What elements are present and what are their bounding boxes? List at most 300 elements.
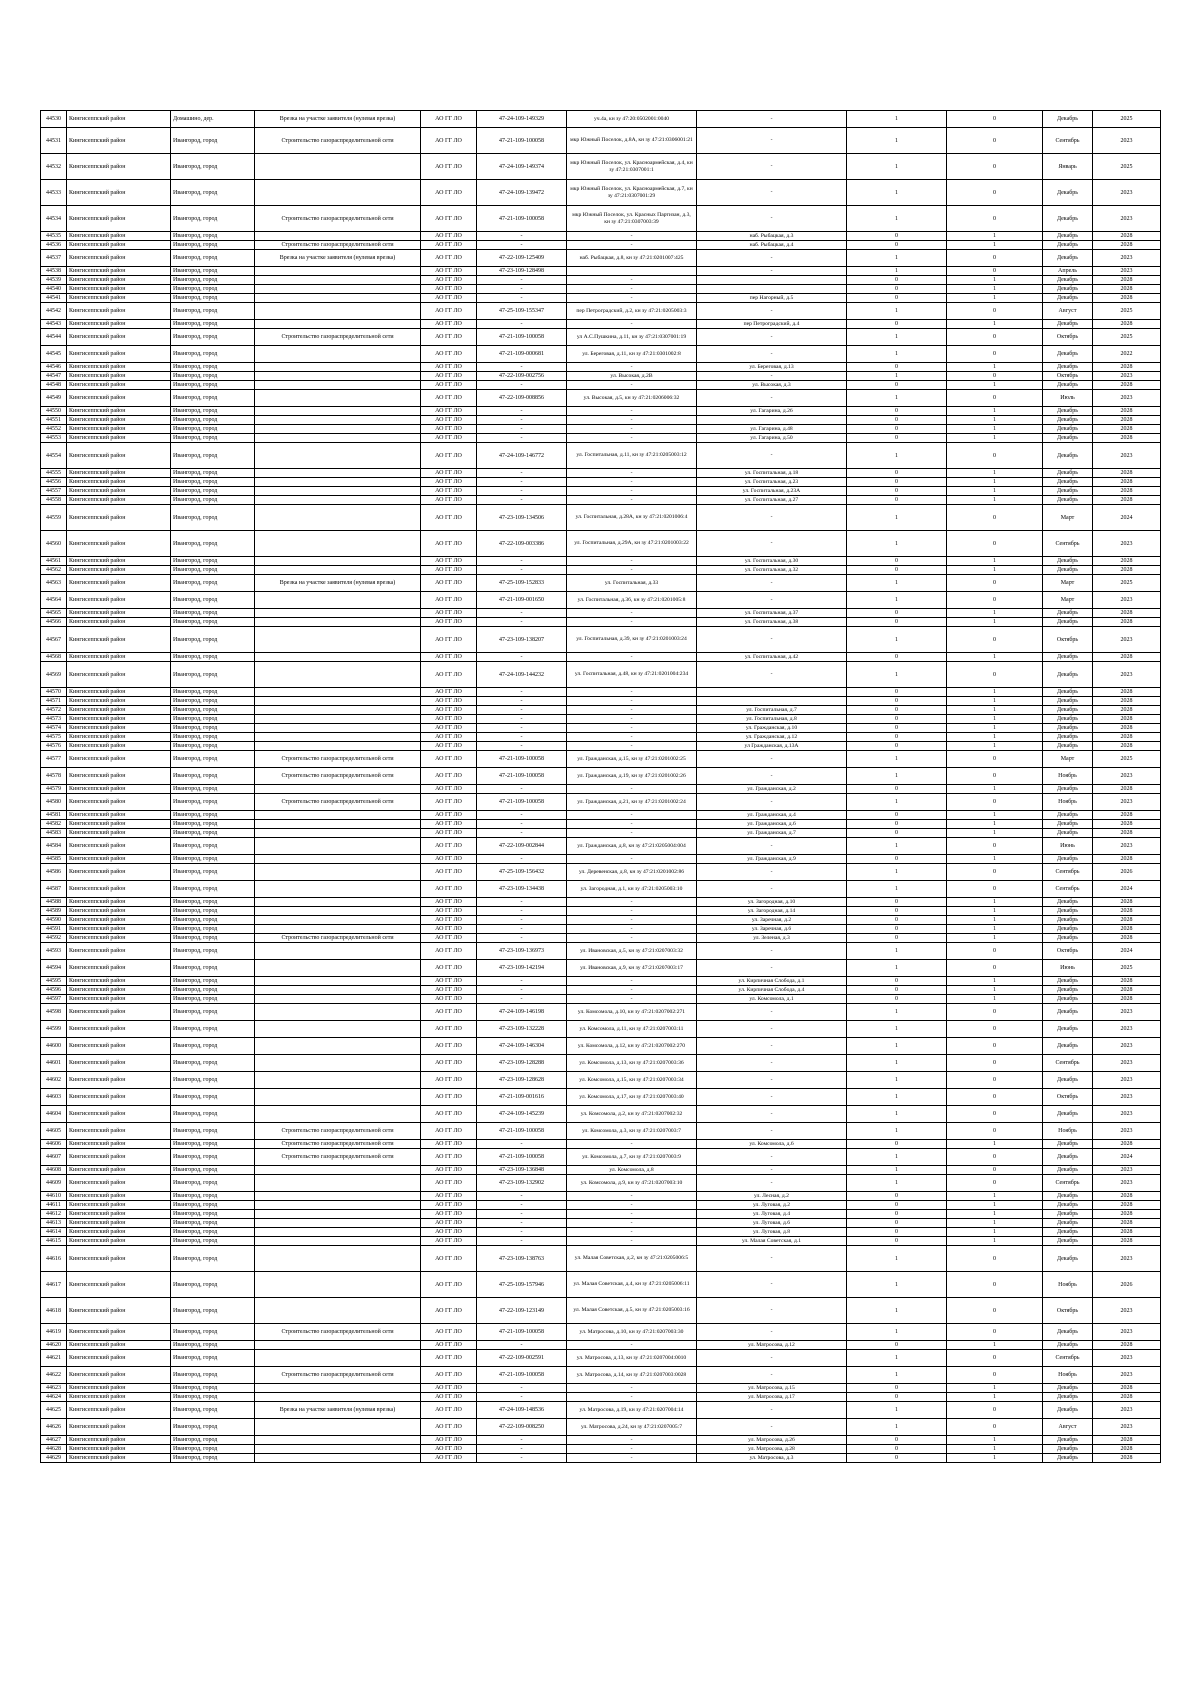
work-type-cell (255, 180, 421, 206)
district-cell: Кингисеппский район (67, 416, 171, 425)
street-address-cell: - (697, 662, 847, 688)
count-b-cell: 0 (947, 794, 1043, 811)
application-code-cell: - (477, 1237, 567, 1246)
street-address-cell: ул Гражданская, д.13А (697, 742, 847, 751)
district-cell: Кингисеппский район (67, 785, 171, 794)
row-number: 44536 (41, 241, 67, 250)
row-number: 44553 (41, 434, 67, 443)
street-address-cell: - (697, 1055, 847, 1072)
street-address-cell: ул. Заречная, д.6 (697, 925, 847, 934)
table-row (41, 1324, 1161, 1341)
locality-cell: Ивангород, город (171, 925, 255, 934)
application-code-cell: - (477, 1436, 567, 1445)
organization-cell: АО ГГ ЛО (421, 1454, 477, 1463)
table-row (41, 1436, 1161, 1445)
row-number: 44576 (41, 742, 67, 751)
row-number: 44550 (41, 407, 67, 416)
organization-cell: АО ГГ ЛО (421, 1166, 477, 1175)
count-a-cell: 1 (847, 864, 947, 881)
cadastral-address-cell: ул. Госпитальная, д.48, кн зу 47:21:0201004:234 (567, 662, 697, 688)
year-cell: 2025 (1093, 960, 1161, 977)
district-cell: Кингисеппский район (67, 706, 171, 715)
cadastral-address-cell: ул. Госпитальная, д.33 (567, 575, 697, 592)
count-a-cell: 1 (847, 1072, 947, 1089)
table-row (41, 925, 1161, 934)
count-b-cell: 1 (947, 294, 1043, 303)
organization-cell: АО ГГ ЛО (421, 995, 477, 1004)
work-type-cell (255, 1175, 421, 1192)
district-cell: Кингисеппский район (67, 934, 171, 943)
count-b-cell: 1 (947, 557, 1043, 566)
street-address-cell: ул. Загородная, д.10 (697, 898, 847, 907)
year-cell: 2028 (1093, 907, 1161, 916)
locality-cell: Ивангород, город (171, 241, 255, 250)
organization-cell: АО ГГ ЛО (421, 469, 477, 478)
locality-cell: Ивангород, город (171, 320, 255, 329)
locality-cell: Ивангород, город (171, 267, 255, 276)
application-code-cell: - (477, 294, 567, 303)
count-b-cell: 1 (947, 285, 1043, 294)
month-cell: Декабрь (1043, 1341, 1093, 1350)
row-number: 44577 (41, 751, 67, 768)
district-cell: Кингисеппский район (67, 381, 171, 390)
row-number: 44541 (41, 294, 67, 303)
row-number: 44568 (41, 653, 67, 662)
table-row (41, 960, 1161, 977)
application-code-cell: - (477, 995, 567, 1004)
cadastral-address-cell: - (567, 294, 697, 303)
street-address-cell: ул. Гагарина, д.26 (697, 407, 847, 416)
locality-cell: Ивангород, город (171, 372, 255, 381)
cadastral-address-cell: - (567, 1393, 697, 1402)
locality-cell: Ивангород, город (171, 1384, 255, 1393)
table-row (41, 1038, 1161, 1055)
street-address-cell: - (697, 206, 847, 232)
count-a-cell: 0 (847, 407, 947, 416)
row-number: 44605 (41, 1123, 67, 1140)
year-cell: 2025 (1093, 154, 1161, 180)
row-number: 44621 (41, 1350, 67, 1367)
count-a-cell: 1 (847, 1246, 947, 1272)
count-b-cell: 0 (947, 1175, 1043, 1192)
street-address-cell: - (697, 1175, 847, 1192)
year-cell: 2028 (1093, 706, 1161, 715)
application-code-cell: - (477, 855, 567, 864)
count-a-cell: 0 (847, 276, 947, 285)
district-cell: Кингисеппский район (67, 487, 171, 496)
month-cell: Декабрь (1043, 1038, 1093, 1055)
row-number: 44589 (41, 907, 67, 916)
count-b-cell: 0 (947, 751, 1043, 768)
work-type-cell (255, 443, 421, 469)
year-cell: 2023 (1093, 1367, 1161, 1384)
table-row (41, 697, 1161, 706)
application-code-cell: 47-22-109-002591 (477, 1350, 567, 1367)
application-code-cell: 47-24-109-149329 (477, 111, 567, 128)
work-type-cell: Врезка на участке заявителя (нулевая врезка) (255, 1402, 421, 1419)
organization-cell: АО ГГ ЛО (421, 1004, 477, 1021)
cadastral-address-cell: - (567, 1237, 697, 1246)
organization-cell: АО ГГ ЛО (421, 925, 477, 934)
count-a-cell: 1 (847, 575, 947, 592)
count-b-cell: 1 (947, 986, 1043, 995)
count-b-cell: 1 (947, 706, 1043, 715)
district-cell: Кингисеппский район (67, 1298, 171, 1324)
table-row (41, 1210, 1161, 1219)
month-cell: Декабрь (1043, 829, 1093, 838)
count-b-cell: 1 (947, 715, 1043, 724)
table-row (41, 285, 1161, 294)
district-cell: Кингисеппский район (67, 768, 171, 785)
count-a-cell: 1 (847, 881, 947, 898)
locality-cell: Ивангород, город (171, 794, 255, 811)
work-type-cell: Строительство газораспределительной сети (255, 329, 421, 346)
cadastral-address-cell: ул. Комсомола, д.15, кн зу 47:21:0207003:34 (567, 1072, 697, 1089)
district-cell: Кингисеппский район (67, 592, 171, 609)
organization-cell: АО ГГ ЛО (421, 855, 477, 864)
cadastral-address-cell: - (567, 1454, 697, 1463)
row-number: 44628 (41, 1445, 67, 1454)
row-number: 44567 (41, 627, 67, 653)
month-cell: Декабрь (1043, 697, 1093, 706)
year-cell: 2024 (1093, 943, 1161, 960)
organization-cell: АО ГГ ЛО (421, 934, 477, 943)
organization-cell: АО ГГ ЛО (421, 575, 477, 592)
district-cell: Кингисеппский район (67, 1072, 171, 1089)
count-b-cell: 0 (947, 1324, 1043, 1341)
application-code-cell: - (477, 916, 567, 925)
month-cell: Декабрь (1043, 1393, 1093, 1402)
year-cell: 2028 (1093, 285, 1161, 294)
year-cell: 2028 (1093, 1210, 1161, 1219)
count-a-cell: 0 (847, 1341, 947, 1350)
locality-cell: Ивангород, город (171, 1419, 255, 1436)
table-row (41, 111, 1161, 128)
street-address-cell: - (697, 1123, 847, 1140)
district-cell: Кингисеппский район (67, 1419, 171, 1436)
month-cell: Декабрь (1043, 1106, 1093, 1123)
month-cell: Декабрь (1043, 1201, 1093, 1210)
street-address-cell: - (697, 443, 847, 469)
application-code-cell: 47-25-109-155347 (477, 303, 567, 320)
month-cell: Август (1043, 303, 1093, 320)
locality-cell: Ивангород, город (171, 1436, 255, 1445)
count-b-cell: 1 (947, 1219, 1043, 1228)
row-number: 44587 (41, 881, 67, 898)
year-cell: 2023 (1093, 768, 1161, 785)
count-a-cell: 0 (847, 1454, 947, 1463)
cadastral-address-cell: ул. Ивановская, д.5, кн зу 47:21:0207003:32 (567, 943, 697, 960)
district-cell: Кингисеппский район (67, 794, 171, 811)
row-number: 44551 (41, 416, 67, 425)
cadastral-address-cell: ул. Загородная, д.1, кн зу 47:21:0205003:10 (567, 881, 697, 898)
locality-cell: Ивангород, город (171, 303, 255, 320)
district-cell: Кингисеппский район (67, 1149, 171, 1166)
year-cell: 2028 (1093, 820, 1161, 829)
count-a-cell: 1 (847, 1350, 947, 1367)
application-code-cell: 47-23-109-138207 (477, 627, 567, 653)
street-address-cell: - (697, 505, 847, 531)
district-cell: Кингисеппский район (67, 864, 171, 881)
count-b-cell: 1 (947, 1237, 1043, 1246)
work-type-cell: Строительство газораспределительной сети (255, 751, 421, 768)
street-address-cell: ул. Комсомола, д.1 (697, 995, 847, 1004)
organization-cell: АО ГГ ЛО (421, 986, 477, 995)
street-address-cell: ул. Гагарина, д.48 (697, 425, 847, 434)
row-number: 44571 (41, 697, 67, 706)
application-code-cell: - (477, 1384, 567, 1393)
count-a-cell: 0 (847, 855, 947, 864)
count-b-cell: 1 (947, 232, 1043, 241)
month-cell: Апрель (1043, 267, 1093, 276)
locality-cell: Ивангород, город (171, 1021, 255, 1038)
organization-cell: АО ГГ ЛО (421, 496, 477, 505)
count-a-cell: 1 (847, 1089, 947, 1106)
cadastral-address-cell: ул. Матросова, д.13, кн зу 47:21:0207004:0010 (567, 1350, 697, 1367)
count-a-cell: 1 (847, 154, 947, 180)
district-cell: Кингисеппский район (67, 566, 171, 575)
district-cell: Кингисеппский район (67, 960, 171, 977)
cadastral-address-cell: - (567, 320, 697, 329)
organization-cell: АО ГГ ЛО (421, 609, 477, 618)
work-type-cell (255, 1055, 421, 1072)
work-type-cell (255, 986, 421, 995)
locality-cell: Ивангород, город (171, 943, 255, 960)
month-cell: Декабрь (1043, 566, 1093, 575)
count-a-cell: 1 (847, 1004, 947, 1021)
organization-cell: АО ГГ ЛО (421, 329, 477, 346)
row-number: 44629 (41, 1454, 67, 1463)
count-b-cell: 1 (947, 469, 1043, 478)
row-number: 44594 (41, 960, 67, 977)
organization-cell: АО ГГ ЛО (421, 768, 477, 785)
year-cell: 2028 (1093, 855, 1161, 864)
cadastral-address-cell: уч.4а, кн зу 47:20:0502001:0040 (567, 111, 697, 128)
organization-cell: АО ГГ ЛО (421, 206, 477, 232)
organization-cell: АО ГГ ЛО (421, 916, 477, 925)
cadastral-address-cell: - (567, 907, 697, 916)
row-number: 44573 (41, 715, 67, 724)
locality-cell: Ивангород, город (171, 662, 255, 688)
cadastral-address-cell: ул. Госпитальная, д.29А, кн зу 47:21:0201003:22 (567, 531, 697, 557)
district-cell: Кингисеппский район (67, 1436, 171, 1445)
year-cell: 2023 (1093, 1106, 1161, 1123)
street-address-cell: - (697, 838, 847, 855)
application-code-cell: 47-21-109-100058 (477, 1149, 567, 1166)
count-b-cell: 0 (947, 390, 1043, 407)
cadastral-address-cell: ул. Высокая, д.2В (567, 372, 697, 381)
district-cell: Кингисеппский район (67, 496, 171, 505)
application-code-cell: 47-23-109-136973 (477, 943, 567, 960)
work-type-cell (255, 1454, 421, 1463)
district-cell: Кингисеппский район (67, 241, 171, 250)
table-row (41, 742, 1161, 751)
locality-cell: Ивангород, город (171, 478, 255, 487)
row-number: 44570 (41, 688, 67, 697)
locality-cell: Ивангород, город (171, 881, 255, 898)
year-cell: 2023 (1093, 794, 1161, 811)
row-number: 44626 (41, 1419, 67, 1436)
application-code-cell: - (477, 469, 567, 478)
organization-cell: АО ГГ ЛО (421, 1298, 477, 1324)
table-row (41, 618, 1161, 627)
row-number: 44599 (41, 1021, 67, 1038)
district-cell: Кингисеппский район (67, 986, 171, 995)
month-cell: Октябрь (1043, 372, 1093, 381)
organization-cell: АО ГГ ЛО (421, 742, 477, 751)
table-row (41, 838, 1161, 855)
street-address-cell: ул. Высокая, д.3 (697, 381, 847, 390)
application-code-cell: 47-23-109-138763 (477, 1246, 567, 1272)
month-cell: Декабрь (1043, 1140, 1093, 1149)
district-cell: Кингисеппский район (67, 1166, 171, 1175)
street-address-cell: - (697, 1246, 847, 1272)
row-number: 44569 (41, 662, 67, 688)
table-row (41, 1341, 1161, 1350)
count-a-cell: 0 (847, 496, 947, 505)
district-cell: Кингисеппский район (67, 1192, 171, 1201)
count-a-cell: 0 (847, 1384, 947, 1393)
count-b-cell: 1 (947, 811, 1043, 820)
count-b-cell: 1 (947, 425, 1043, 434)
table-row (41, 881, 1161, 898)
application-code-cell: 47-23-109-134438 (477, 881, 567, 898)
row-number: 44618 (41, 1298, 67, 1324)
locality-cell: Ивангород, город (171, 1072, 255, 1089)
cadastral-address-cell: - (567, 1445, 697, 1454)
count-b-cell: 1 (947, 609, 1043, 618)
year-cell: 2028 (1093, 1219, 1161, 1228)
count-b-cell: 0 (947, 180, 1043, 206)
organization-cell: АО ГГ ЛО (421, 881, 477, 898)
application-code-cell: - (477, 742, 567, 751)
count-a-cell: 0 (847, 1445, 947, 1454)
organization-cell: АО ГГ ЛО (421, 1272, 477, 1298)
work-type-cell (255, 960, 421, 977)
row-number: 44598 (41, 1004, 67, 1021)
cadastral-address-cell: - (567, 1341, 697, 1350)
application-code-cell: - (477, 320, 567, 329)
cadastral-address-cell: - (567, 276, 697, 285)
row-number: 44585 (41, 855, 67, 864)
locality-cell: Ивангород, город (171, 898, 255, 907)
count-a-cell: 1 (847, 751, 947, 768)
cadastral-address-cell: - (567, 829, 697, 838)
organization-cell: АО ГГ ЛО (421, 407, 477, 416)
district-cell: Кингисеппский район (67, 1445, 171, 1454)
locality-cell: Ивангород, город (171, 724, 255, 733)
year-cell: 2028 (1093, 653, 1161, 662)
organization-cell: АО ГГ ЛО (421, 381, 477, 390)
year-cell: 2028 (1093, 1454, 1161, 1463)
organization-cell: АО ГГ ЛО (421, 267, 477, 276)
district-cell: Кингисеппский район (67, 1089, 171, 1106)
work-type-cell (255, 706, 421, 715)
year-cell: 2028 (1093, 715, 1161, 724)
locality-cell: Ивангород, город (171, 206, 255, 232)
row-number: 44561 (41, 557, 67, 566)
month-cell: Июль (1043, 390, 1093, 407)
locality-cell: Ивангород, город (171, 697, 255, 706)
application-code-cell: - (477, 820, 567, 829)
month-cell: Декабрь (1043, 285, 1093, 294)
district-cell: Кингисеппский район (67, 618, 171, 627)
organization-cell: АО ГГ ЛО (421, 1219, 477, 1228)
month-cell: Декабрь (1043, 241, 1093, 250)
locality-cell: Ивангород, город (171, 1324, 255, 1341)
cadastral-address-cell: - (567, 653, 697, 662)
row-number: 44579 (41, 785, 67, 794)
district-cell: Кингисеппский район (67, 907, 171, 916)
locality-cell: Ивангород, город (171, 1123, 255, 1140)
count-a-cell: 0 (847, 907, 947, 916)
row-number: 44590 (41, 916, 67, 925)
table-row (41, 443, 1161, 469)
locality-cell: Ивангород, город (171, 390, 255, 407)
table-row (41, 1402, 1161, 1419)
month-cell: Декабрь (1043, 276, 1093, 285)
work-type-cell (255, 811, 421, 820)
work-type-cell: Строительство газораспределительной сети (255, 1324, 421, 1341)
locality-cell: Ивангород, город (171, 609, 255, 618)
table-row (41, 128, 1161, 154)
count-a-cell: 1 (847, 329, 947, 346)
count-b-cell: 1 (947, 733, 1043, 742)
organization-cell: АО ГГ ЛО (421, 1419, 477, 1436)
month-cell: Декабрь (1043, 715, 1093, 724)
row-number: 44560 (41, 531, 67, 557)
application-code-cell: 47-24-109-146198 (477, 1004, 567, 1021)
application-code-cell: - (477, 977, 567, 986)
application-code-cell: 47-24-109-144232 (477, 662, 567, 688)
row-number: 44613 (41, 1219, 67, 1228)
count-b-cell: 1 (947, 487, 1043, 496)
month-cell: Ноябрь (1043, 1123, 1093, 1140)
count-b-cell: 0 (947, 1072, 1043, 1089)
count-b-cell: 0 (947, 1021, 1043, 1038)
count-b-cell: 0 (947, 662, 1043, 688)
cadastral-address-cell: мкр Южный Поселок, ул. Красных Партизан, д.3, кн зу 47:21:0307003:39 (567, 206, 697, 232)
street-address-cell: - (697, 128, 847, 154)
locality-cell: Ивангород, город (171, 381, 255, 390)
month-cell: Декабрь (1043, 381, 1093, 390)
locality-cell: Ивангород, город (171, 487, 255, 496)
row-number: 44531 (41, 128, 67, 154)
row-number: 44584 (41, 838, 67, 855)
street-address-cell: - (697, 1350, 847, 1367)
organization-cell: АО ГГ ЛО (421, 443, 477, 469)
count-a-cell: 0 (847, 1140, 947, 1149)
cadastral-address-cell: - (567, 688, 697, 697)
count-b-cell: 0 (947, 838, 1043, 855)
cadastral-address-cell: - (567, 1228, 697, 1237)
count-a-cell: 0 (847, 916, 947, 925)
count-a-cell: 1 (847, 1298, 947, 1324)
locality-cell: Ивангород, город (171, 820, 255, 829)
row-number: 44580 (41, 794, 67, 811)
year-cell: 2023 (1093, 592, 1161, 609)
row-number: 44609 (41, 1175, 67, 1192)
application-code-cell: - (477, 1219, 567, 1228)
year-cell: 2028 (1093, 742, 1161, 751)
count-a-cell: 1 (847, 206, 947, 232)
count-b-cell: 1 (947, 1445, 1043, 1454)
work-type-cell (255, 320, 421, 329)
street-address-cell: - (697, 1367, 847, 1384)
table-row (41, 1123, 1161, 1140)
count-b-cell: 1 (947, 688, 1043, 697)
count-a-cell: 1 (847, 768, 947, 785)
